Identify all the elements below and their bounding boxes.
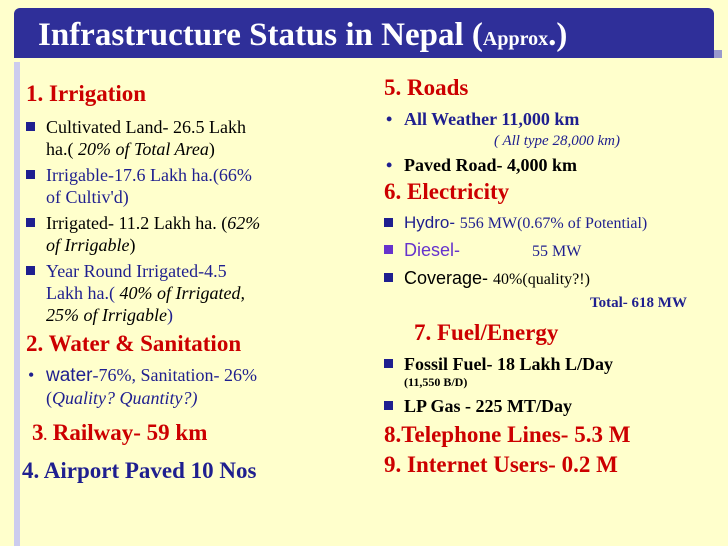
roads-heading: 5. Roads	[384, 75, 469, 100]
list-item: Hydro- 556 MW(0.67% of Potential)	[384, 212, 724, 235]
list-item: Fossil Fuel- 18 Lakh L/Day (11,550 B/D)	[384, 353, 724, 389]
irrigation-heading: 1. Irrigation	[26, 81, 147, 106]
square-bullet-icon	[384, 273, 393, 282]
list-item: LP Gas - 225 MT/Day	[384, 395, 724, 417]
list-item: Irrigable-17.6 Lakh ha.(66% of Cultiv'd)	[26, 164, 366, 208]
right-column	[384, 74, 724, 479]
square-bullet-icon	[26, 266, 35, 275]
internet-heading: 9. Internet Users- 0.2 M	[384, 452, 618, 477]
list-item: Diesel- 55 MW	[384, 239, 724, 263]
dot-bullet-icon: •	[386, 155, 393, 175]
list-item: Coverage- 40%(quality?!)	[384, 267, 724, 291]
square-bullet-icon	[26, 122, 35, 131]
dot-bullet-icon: •	[28, 365, 35, 385]
square-bullet-icon	[384, 401, 393, 410]
square-bullet-icon	[26, 218, 35, 227]
list-item: • Paved Road- 4,000 km	[386, 155, 578, 175]
electricity-total: Total- 618 MW	[590, 295, 687, 311]
list-item: Cultivated Land- 26.5 Lakh ha.( 20% of Total Area)	[26, 116, 366, 160]
left-column	[22, 80, 366, 485]
roads-subnote: ( All type 28,000 km)	[494, 133, 620, 149]
water-heading: 2. Water & Sanitation	[26, 331, 242, 356]
square-bullet-icon	[384, 218, 393, 227]
list-item: Year Round Irrigated-4.5 Lakh ha.( 40% of Irrigated, 25% of Irrigable)	[26, 260, 366, 326]
list-item: • All Weather 11,000 km	[386, 109, 580, 129]
page-title: Infrastructure Status in Nepal (Approx.)	[38, 17, 568, 53]
square-bullet-icon	[26, 170, 35, 179]
airport-heading: 4. Airport Paved 10 Nos	[22, 458, 257, 483]
list-item: Irrigated- 11.2 Lakh ha. (62% of Irrigable)	[26, 212, 366, 256]
square-bullet-icon	[384, 245, 393, 254]
telephone-heading: 8.Telephone Lines- 5.3 M	[384, 422, 631, 447]
square-bullet-icon	[384, 359, 393, 368]
list-item: • water-76%, Sanitation- 26% (Quality? Quantity?)	[28, 365, 257, 408]
left-panel-edge	[14, 62, 20, 546]
railway-heading: 3. Railway- 59 km	[32, 420, 208, 445]
dot-bullet-icon: •	[386, 109, 393, 129]
electricity-heading: 6. Electricity	[384, 179, 510, 204]
fuel-heading: 7. Fuel/Energy	[414, 320, 559, 345]
